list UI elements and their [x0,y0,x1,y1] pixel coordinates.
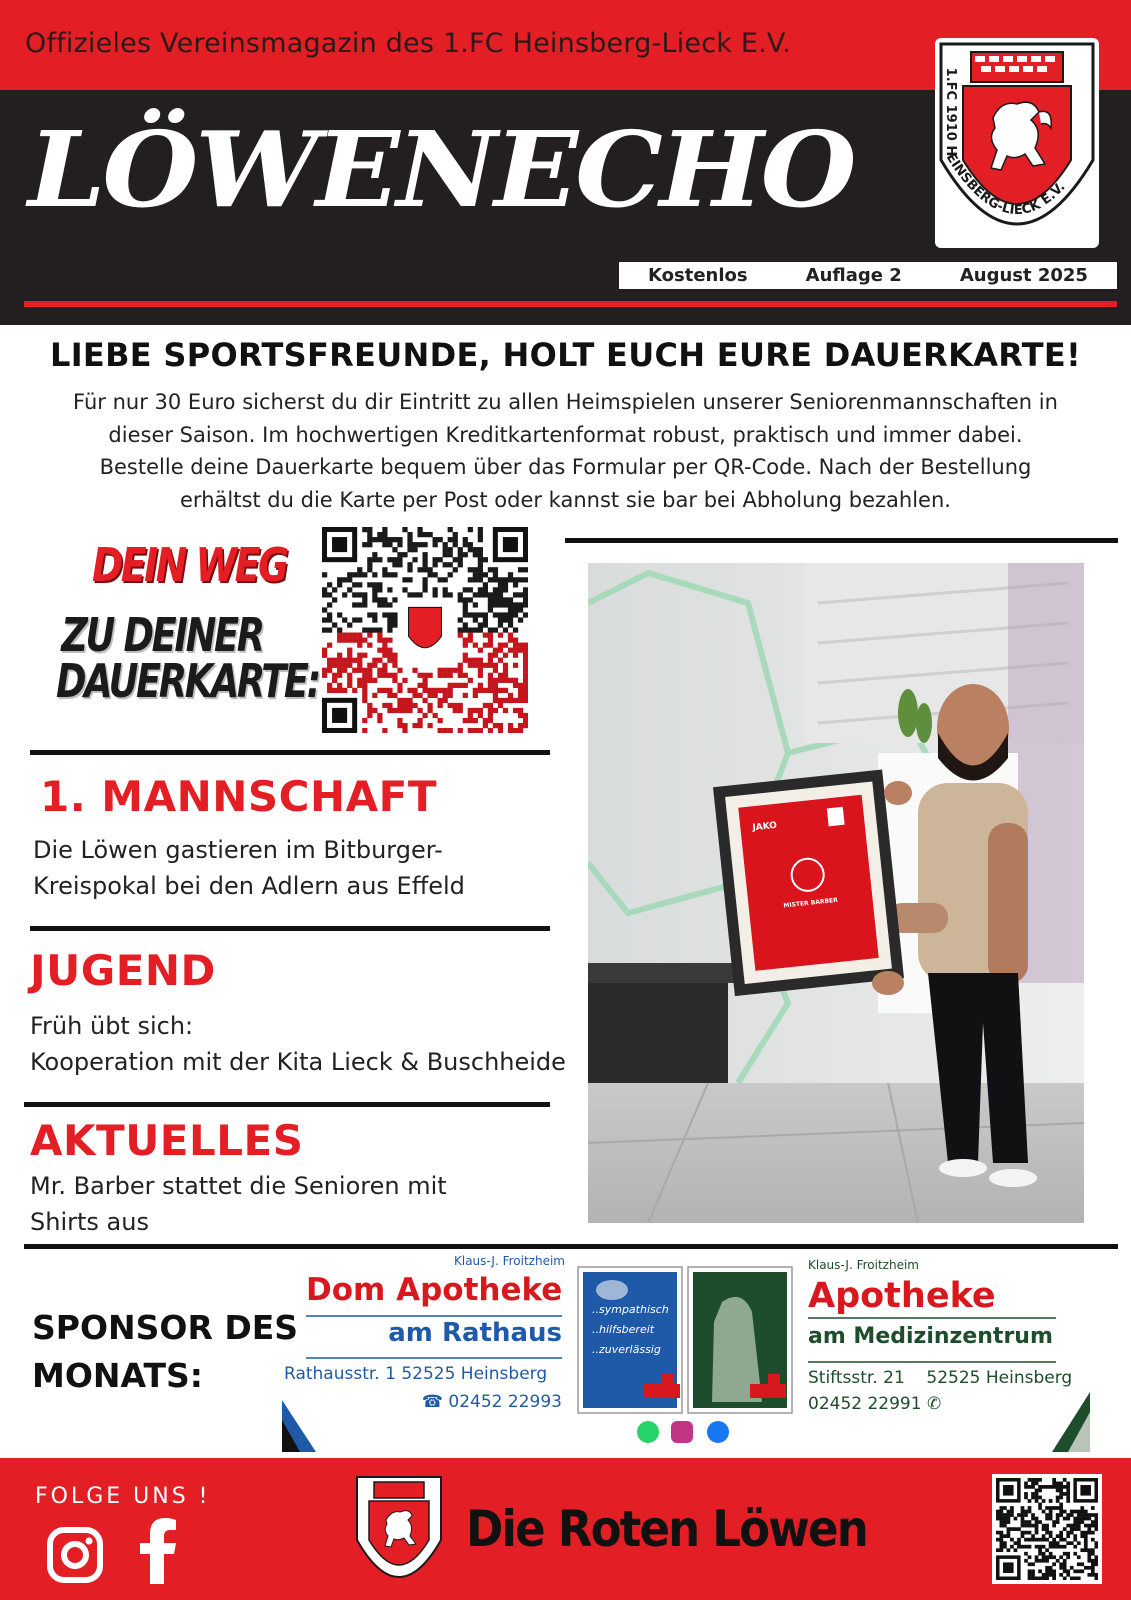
badge-line: ..hilfsbereit [592,1323,655,1336]
ad-right-phone [808,1394,941,1414]
section-line: Die Löwen gastieren im Bitburger- [33,836,443,864]
section-title-jugend: JUGEND [30,946,216,995]
ad-right-owner: Klaus-J. Froitzheim [808,1258,919,1272]
footer-qr-code[interactable] [992,1474,1102,1584]
edition-label: Auflage 2 [805,265,902,286]
crest-text: 1.FC 1910 HEINSBERG-LIECK E.V. [942,67,1069,219]
sponsor-label-line: MONATS: [32,1356,203,1395]
club-name: Die Roten Löwen [466,1500,867,1558]
phone-icon: ✆ [921,1394,942,1414]
intro-line: erhältst du die Karte per Post oder kannst sie bar bei Abholung bezahlen. [180,487,951,512]
divider [24,1244,1118,1249]
club-crest-logo [935,38,1099,248]
follow-us-label: FOLGE UNS ! [35,1484,211,1509]
divider [30,926,550,931]
issue-meta-bar [619,262,1117,289]
section-line: Früh übt sich: [30,1012,194,1040]
ad-right-address: Stiftsstr. 21 52525 Heinsberg [808,1368,1073,1388]
section-text-mannschaft [33,832,465,904]
ad-left-owner: Klaus-J. Froitzheim [454,1254,565,1268]
ad-left-phone [422,1392,562,1412]
section-line: Shirts aus [30,1208,149,1236]
intro-line: dieser Saison. Im hochwertigen Kreditkartenformat robust, praktisch und immer dabei. [108,422,1023,447]
section-text-aktuelles [30,1168,447,1240]
instagram-icon[interactable] [46,1526,104,1584]
section-line: Kreispokal bei den Adlern aus Effeld [33,872,465,900]
divider [24,1102,550,1107]
magazine-subtitle: Offizieles Vereinsmagazin des 1.FC Heinsberg-Lieck E.V. [25,28,791,59]
section-title-mannschaft: 1. MANNSCHAFT [40,772,437,821]
badge-line: ..sympathisch [592,1303,669,1316]
ad-right-name: Apotheke [808,1276,996,1316]
ad-left-address: Rathausstr. 1 52525 Heinsberg [284,1364,548,1384]
badge-line: ..zuverlässig [592,1343,661,1356]
promo-dein-weg: DEIN WEG [92,538,287,592]
ad-left-sub: am Rathaus [388,1318,562,1348]
ad-right-sub: am Medizinzentrum [808,1324,1053,1349]
jersey-print: MISTER BARBER [783,896,839,910]
price-label: Kostenlos [648,265,748,286]
jersey-brand: JAKO [751,820,778,834]
facebook-icon[interactable] [138,1518,178,1584]
header-red-rule [24,301,1117,307]
sponsor-label-line: SPONSOR DES [32,1308,299,1347]
dauerkarte-qr-code[interactable] [322,527,528,733]
photo-mr-barber-jersey [588,563,1084,1223]
ad-right-phone-number: 02452 22991 [808,1394,922,1414]
intro-line: Bestelle deine Dauerkarte bequem über das Formular per QR-Code. Nach der Bestellung [99,455,1032,479]
section-text-jugend [30,1008,566,1080]
phone-icon: ☎ [421,1392,449,1412]
promo-line: ZU DEINER [61,608,263,662]
promo-zu-deiner [56,608,319,708]
ad-badge-text [592,1300,669,1360]
section-line: Kooperation mit der Kita Lieck & Buschheide [30,1048,566,1076]
date-label: August 2025 [959,265,1088,286]
divider [565,538,1118,543]
promo-line: DAUERKARTE: [56,654,319,708]
sponsor-label [32,1304,298,1400]
masthead-title: LÖWENECHO [28,108,854,231]
ad-left-name: Dom Apotheke [306,1272,563,1308]
intro-headline: LIEBE SPORTSFREUNDE, HOLT EUCH EURE DAUERKARTE! [50,336,1081,374]
divider [30,750,550,755]
section-line: Mr. Barber stattet die Senioren mit [30,1172,447,1200]
intro-line: Für nur 30 Euro sicherst du dir Eintritt zu allen Heimspielen unserer Seniorenmannschaften in [73,390,1058,414]
section-title-aktuelles: AKTUELLES [30,1116,304,1165]
ad-left-phone-number: 02452 22993 [448,1392,562,1412]
footer-crest-logo [354,1474,444,1590]
intro-text [60,386,1071,516]
sponsor-ad-apotheke [282,1252,1090,1452]
